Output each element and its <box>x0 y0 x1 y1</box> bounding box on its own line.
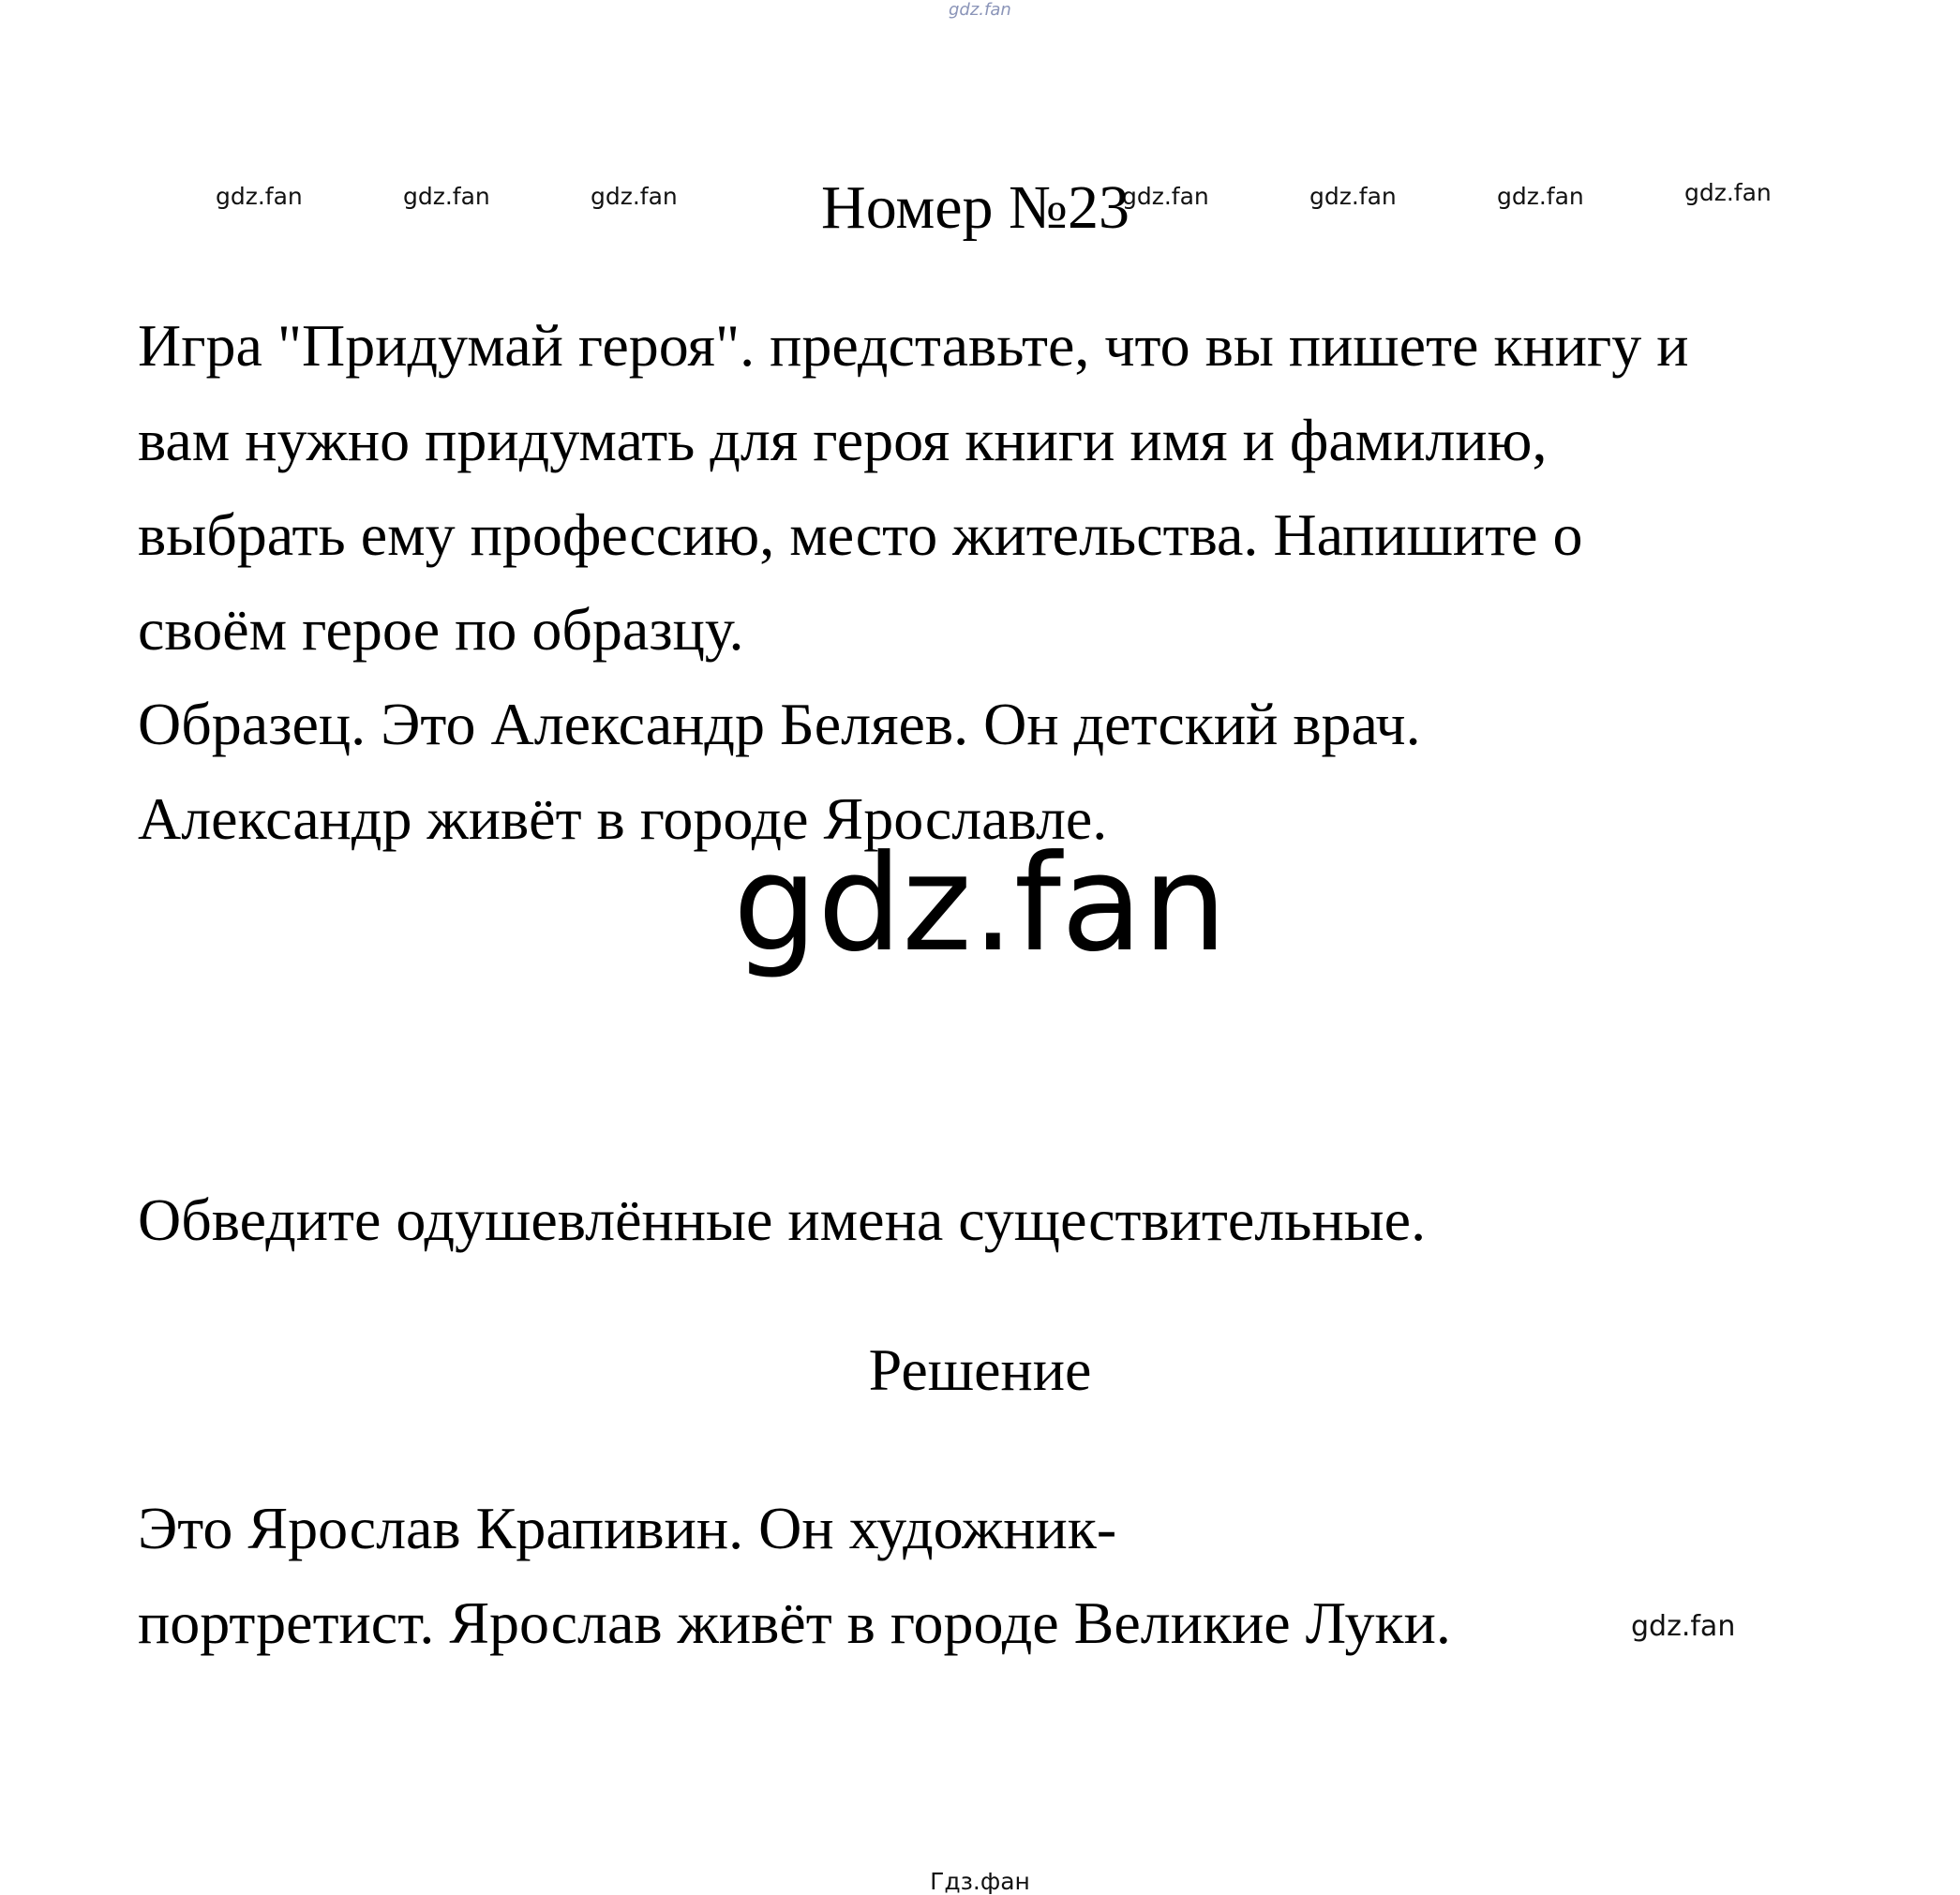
header-watermark: gdz.fan <box>1122 183 1209 210</box>
instruction-text: Обведите одушевлённые имена существительные. <box>138 1186 1427 1253</box>
top-watermark: gdz.fan <box>949 0 1011 20</box>
answer-text <box>138 1481 1451 1670</box>
page-title <box>0 171 1960 246</box>
task-text <box>138 298 1881 866</box>
task-line: Игра "Придумай героя". представьте, что вы пишете книгу и <box>138 312 1689 379</box>
header-watermark: gdz.fan <box>591 183 678 210</box>
answer-line: Это Ярослав Крапивин. Он художник- <box>138 1495 1117 1561</box>
large-watermark: gdz.fan <box>733 827 1227 981</box>
header-watermark: gdz.fan <box>216 183 303 210</box>
solution-heading: Решение <box>868 1336 1092 1403</box>
sample-line: Александр живёт в городе Ярославле. <box>138 785 1108 852</box>
side-watermark: gdz.fan <box>1631 1610 1736 1643</box>
page-title-text: Номер №23 <box>821 173 1130 242</box>
header-watermark: gdz.fan <box>1497 183 1584 210</box>
header-watermark: gdz.fan <box>403 183 490 210</box>
answer-line: портретист. Ярослав живёт в городе Великие Луки. <box>138 1589 1451 1656</box>
header-watermark: gdz.fan <box>1684 179 1772 206</box>
sample-line: Образец. Это Александр Беляев. Он детский врач. <box>138 691 1421 757</box>
footer-watermark: Гдз.фан <box>930 1868 1030 1895</box>
header-watermark: gdz.fan <box>1309 183 1397 210</box>
task-line: своём герое по образцу. <box>138 596 744 663</box>
task-line: вам нужно придумать для героя книги имя и фамилию, <box>138 407 1548 473</box>
task-line: выбрать ему профессию, место жительства. Напишите о <box>138 501 1583 568</box>
